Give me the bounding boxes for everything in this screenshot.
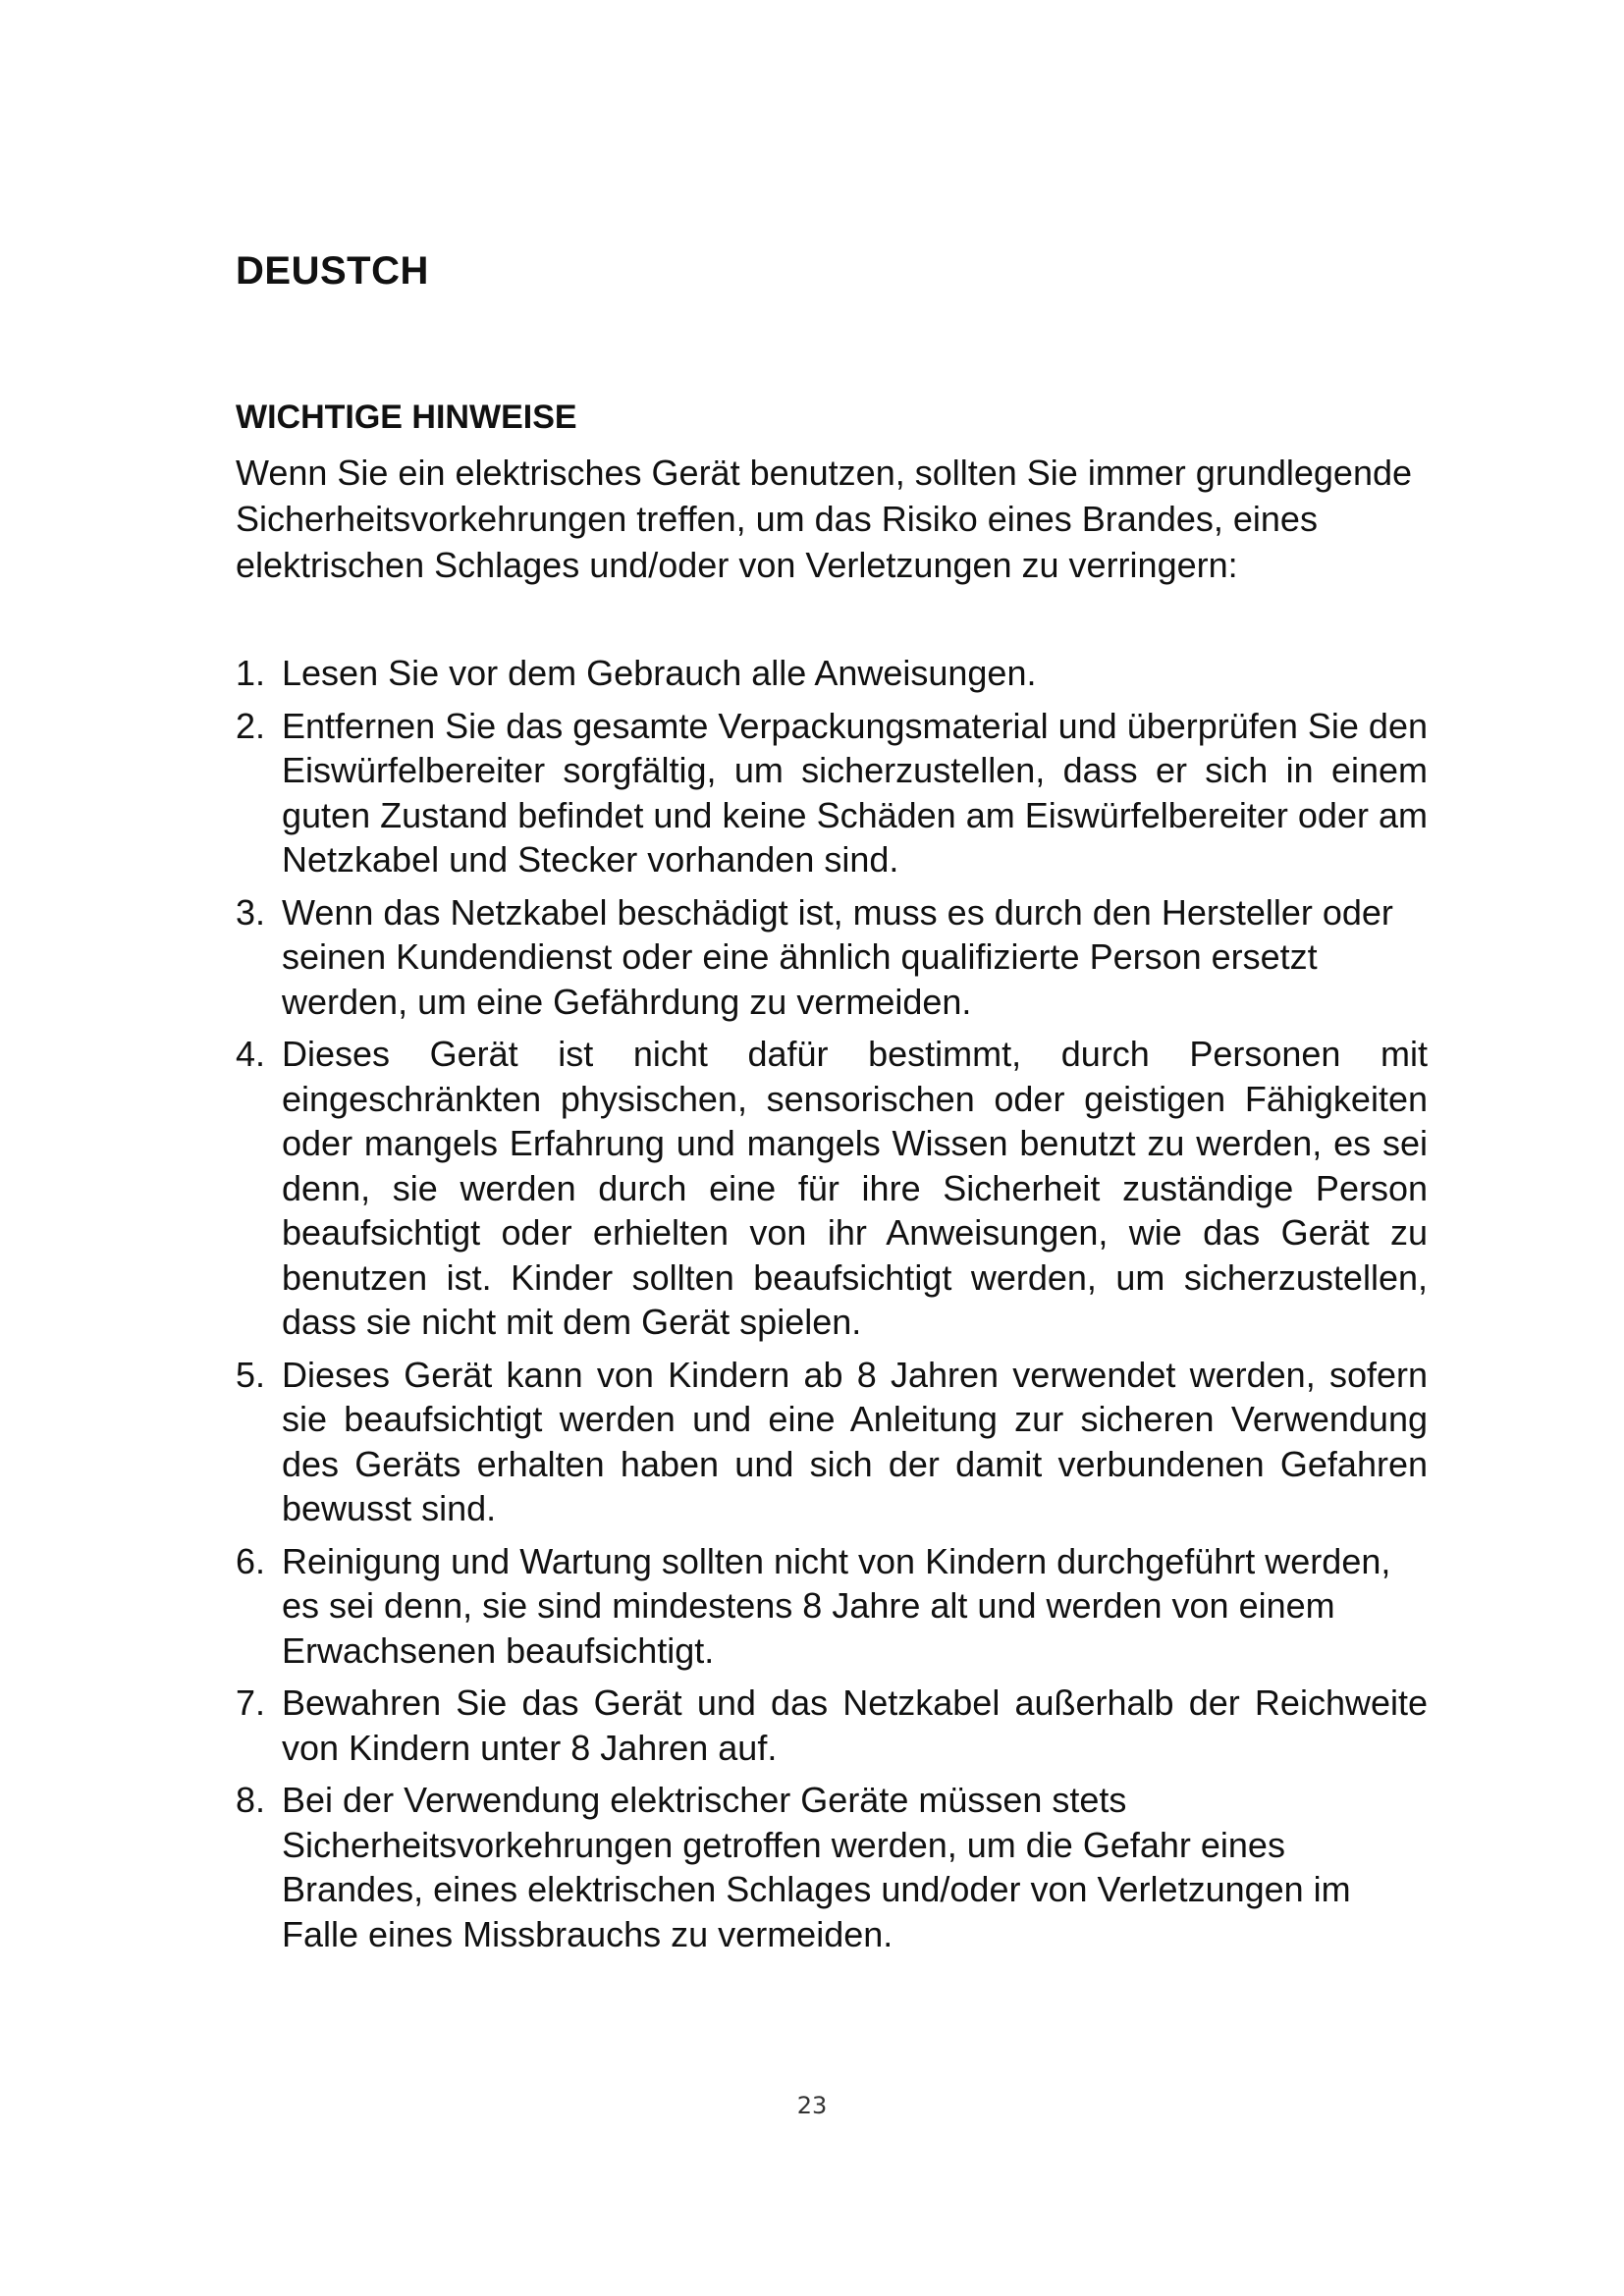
safety-instruction-2: [236, 704, 1428, 882]
instruction-number-3: 3.: [236, 891, 266, 933]
page-number: 23: [796, 2092, 828, 2119]
instruction-text-4: Dieses Gerät ist nicht dafür bestimmt, durch Personen mit eingeschränkten physischen, sensorischen oder geistigen Fähigkeiten oder mangels Erfahrung und mangels Wissen benutzt zu werden, es sei denn, sie werden durch eine für ihre Sicherheit zuständige Person beaufsichtigt oder erhielten von ihr Anweisungen, wie das Gerät zu benutzen ist. Kinder sollten beaufsichtigt werden, um sicherzustellen, dass sie nicht mit dem Gerät spielen.: [282, 1034, 1428, 1342]
instruction-number-5: 5.: [236, 1354, 266, 1395]
safety-instruction-8: [236, 1778, 1428, 1956]
instruction-number-7: 7.: [236, 1682, 266, 1723]
safety-instruction-1: [236, 651, 1428, 696]
safety-instructions-list: [236, 651, 1428, 1964]
safety-instruction-6: [236, 1539, 1428, 1674]
instruction-text-5: Dieses Gerät kann von Kindern ab 8 Jahren verwendet werden, sofern sie beaufsichtigt werden und eine Anleitung zur sicheren Verwendung des Geräts erhalten haben und sich der damit verbundenen Gefahren bewusst sind.: [282, 1354, 1428, 1528]
instruction-text-7: Bewahren Sie das Gerät und das Netzkabel außerhalb der Reichweite von Kindern unter 8 Jahren auf.: [282, 1682, 1428, 1768]
safety-instruction-7: [236, 1681, 1428, 1770]
safety-instruction-4: [236, 1032, 1428, 1345]
instruction-number-8: 8.: [236, 1780, 266, 1820]
instruction-number-4: 4.: [236, 1034, 266, 1074]
instruction-text-3: Wenn das Netzkabel beschädigt ist, muss es durch den Hersteller oder seinen Kundendienst oder eine ähnlich qualifizierte Person ersetzt werden, um eine Gefährdung zu vermeiden.: [282, 891, 1393, 1022]
section-heading: WICHTIGE HINWEISE: [236, 399, 577, 436]
instruction-number-1: 1.: [236, 653, 266, 693]
instruction-text-1: Lesen Sie vor dem Gebrauch alle Anweisungen.: [282, 653, 1037, 693]
intro-paragraph: Wenn Sie ein elektrisches Gerät benutzen, sollten Sie immer grundlegende Sicherheitsvorkehrungen treffen, um das Risiko eines Brandes, eines elektrischen Schlages und/oder von Verletzungen zu verringern:: [236, 453, 1413, 585]
safety-instruction-3: [236, 890, 1428, 1025]
instruction-text-2: Entfernen Sie das gesamte Verpackungsmaterial und überprüfen Sie den Eiswürfelbereiter sorgfältig, um sicherzustellen, dass er sich in einem guten Zustand befindet und keine Schäden am Eiswürfelbereiter oder am Netzkabel und Stecker vorhanden sind.: [282, 705, 1428, 880]
instruction-number-6: 6.: [236, 1540, 266, 1581]
instruction-number-2: 2.: [236, 705, 266, 746]
instruction-text-8: Bei der Verwendung elektrischer Geräte müssen stets Sicherheitsvorkehrungen getroffen werden, um die Gefahr eines Brandes, eines elektrischen Schlages und/oder von Verletzungen im Falle eines Missbrauchs zu vermeiden.: [282, 1780, 1351, 1954]
language-title: DEUSTCH: [236, 249, 429, 293]
instruction-text-6: Reinigung und Wartung sollten nicht von Kindern durchgeführt werden, es sei denn, sie sind mindestens 8 Jahre alt und werden von einem Erwachsenen beaufsichtigt.: [282, 1540, 1391, 1671]
safety-instruction-5: [236, 1353, 1428, 1531]
